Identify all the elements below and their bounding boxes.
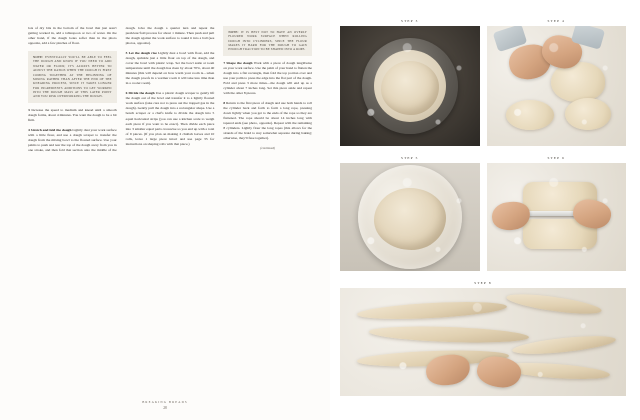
note-box-1 [28,51,117,102]
photo-image-step-4 [487,26,627,146]
photo-image-step-8 [340,288,626,396]
step-7-lead: Shape the dough [226,60,253,65]
step-5-lead: Let the dough rise [128,51,157,56]
step-3-paragraph [28,108,117,123]
step-6-number: 6 [125,91,128,96]
step-4-text: Lightly dust your work surface with a little flour, and use a dough scraper to transfer the dough from the mixing bowl to the floured surface. Use your palms to push and tear the top of the dough away from you in one stroke, and then fold that section onto the middle of the dough. Give the dough a quarter turn and repeat the push/tear/fold process for about 1 minute. Then push and pull the dough against the work surface to round it into a ball (see photos, opposite). [28,26,215,152]
step-5-paragraph [126,51,215,86]
photo-step-3 [340,16,480,146]
note-text-1: EVENTUALLY YOU'LL BE ABLE TO FEEL THE DOUGH AND KNOW IF YOU NEED TO ADD WATER OR FLOUR; IT'S ALWAYS BETTER TO ADJUST THE RATIOS WHEN THE DOUGH IS FIRST COMING TOGETHER AT THE BEGINNING OF MIXING RATHER THAN AFTER THE END OF THE KNEADING PROCESS, SINCE IT TAKES LONGER FOR INGREDIENTS ADDITIONS TO GET WORKED INTO THE DOUGH MASS AT THIS LATER POINT AND YOU RISK OVERWORKING THE DOUGH. [33,55,112,99]
step-3-text: Increase the speed to medium and knead until a smooth dough forms, about 4 minutes. You want the dough to be a bit firm. [28,107,117,122]
photo-caption-step-8: STEP 8 [340,278,626,288]
photo-caption-step-6: STEP 6 [487,153,627,163]
running-head: BREAKING BREADS [142,400,188,404]
note-label-2: NOTE: [228,30,239,34]
body-columns [28,26,312,378]
photo-step-5 [340,153,480,271]
photo-step-4 [487,16,627,146]
paragraph-continuation: lots of dry bits in the bottom of the bowl that just aren't getting worked in, add a tablespoon or two of water. On the other hand, if the dough looks softer than in the photo opposite, add a few pinches of flour. [28,26,117,46]
step-7-paragraph [223,61,312,96]
step-8-number: 8 [223,100,226,105]
photo-caption-step-5: STEP 5 [340,153,480,163]
step-7-number: 7 [223,60,226,65]
step-3-number: 3 [28,107,30,112]
step-6-lead: Divide the dough [128,91,155,96]
step-8-paragraph [223,101,312,141]
photo-grid [340,16,626,404]
note-text-2: IT IS BEST NOT TO HAVE AN OVERLY FLOURED WORK SURFACE WHEN ROLLING DOUGH INTO CYLINDERS, SINCE THE FLOUR MAKES IT HARD FOR THE DOUGH TO GAIN ENOUGH TRACTION TO BE SHAPED INTO A ROPE. [228,30,307,52]
photo-caption-step-4: STEP 4 [487,16,627,26]
step-5-text: Lightly dust a bowl with flour, add the dough, sprinkle just a little flour on top of the dough, and cover the bowl with plastic wrap. Set the bowl aside at room temperature until the dough has risen by about 70%, about 40 minutes (this will depend on how warm your room is—when the dough proofs in a warmer room it will take less time than in a cooler room). [125,51,215,86]
step-4-number: 4 [28,127,30,132]
photo-step-6 [487,153,627,271]
note-box-2 [223,26,312,56]
photo-image-step-5 [340,163,480,271]
continued-marker: (continued) [260,146,275,151]
step-4-lead: Stretch and fold the dough [30,127,72,132]
step-6-text: Use a plastic dough scraper to gently lift the dough out of the bowl and transfer it to a lightly floured work surface (take care not to press out the trapped gas in the dough). Gently pull the dough into a rectangular shape. Use a bench scraper or a chef's knife to divide the dough into 5 equal horizontal strips (you can use a kitchen scale to weigh each piece if you want to be exact). Then divide each piece into 3 smaller equal parts crosswise so you end up with a total of 9 pieces. (If you plan on making 2 challah loaves and 10 rolls, leave 1 large piece intact and use page 35 for instructions on shaping rolls with that piece.) [125,91,215,146]
page-footer [0,400,330,410]
step-8-text: Return to the first piece of dough and use both hands to roll the cylinder back and forth to form a long rope, pressing down lightly when you get to the ends of the rope so they are flattened. The rope should be about 14 inches long with tapered ends (see photo, opposite). Repeat with the remaining 8 cylinders. Lightly flour the long ropes (this allows for the strands of the braid to stay somewhat separate during baking; otherwise, they'll fuse together). [223,100,312,141]
photo-page [330,0,640,420]
step-5-number: 5 [125,51,128,56]
photo-step-8 [340,278,626,396]
photo-image-step-3 [340,26,480,146]
page-number: 28 [163,406,167,410]
step-6-paragraph [126,91,215,146]
step-7-text: Work with a piece of dough lengthwise on your work surface. Use the palm of your hand to flatten the dough into a flat rectangle, then fold the top portion over and use your palm to press the edge into the flat part of the dough. Fold and press 3 more times—the dough will end up as a cylinder about 7 inches long. Set this piece aside and repeat with the other 8 pieces. [223,60,312,95]
note-label-1: NOTE: [33,55,44,60]
photo-image-step-6 [487,163,627,271]
photo-caption-step-3: STEP 3 [340,16,480,26]
